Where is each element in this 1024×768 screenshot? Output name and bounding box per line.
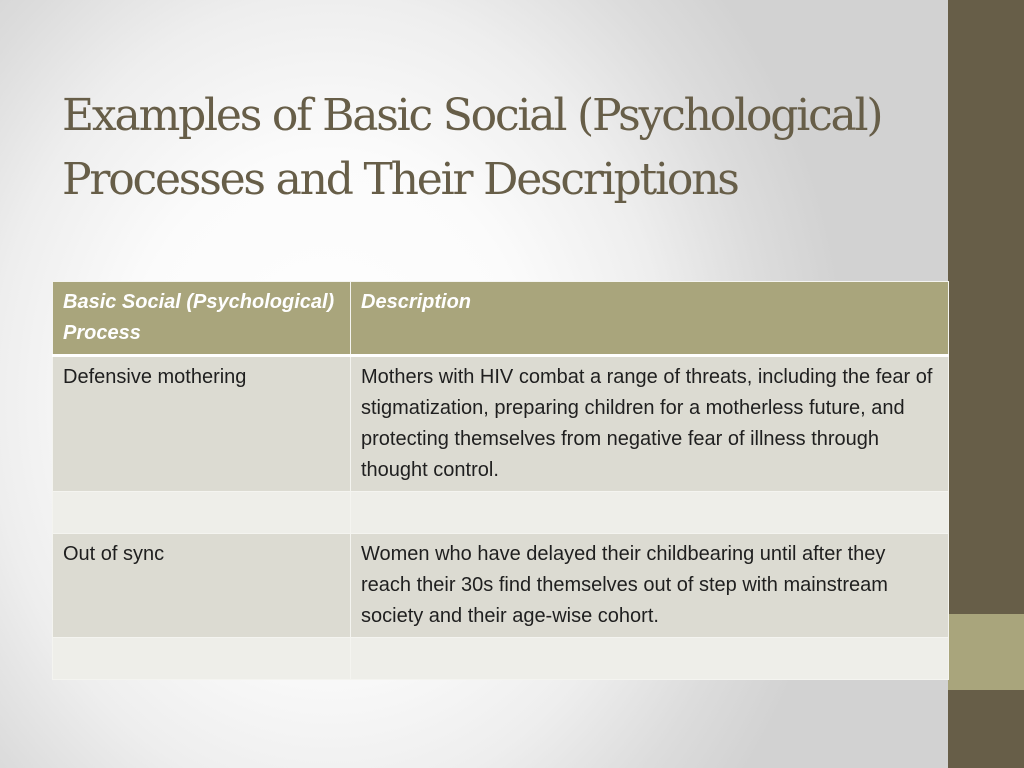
cell-process [53,638,351,680]
table-row [53,356,949,492]
header-process: Basic Social (Psychological) Process [53,282,351,356]
cell-process: Defensive mothering [53,356,351,492]
cell-process: Out of sync [53,534,351,638]
header-description: Description [351,282,949,356]
table-header-row [53,282,949,356]
table-row [53,638,949,680]
cell-process [53,492,351,534]
cell-description [351,492,949,534]
table-row [53,492,949,534]
cell-description [351,638,949,680]
slide-title [62,84,922,212]
slide-title-line-1: Examples of Basic Social (Psychological) [62,90,882,141]
cell-description: Women who have delayed their childbearing until after they reach their 30s find themselves out of step with mainstream society and their age-wise cohort. [351,534,949,638]
process-table [52,281,949,680]
table-row [53,534,949,638]
cell-description: Mothers with HIV combat a range of threats, including the fear of stigmatization, preparing children for a motherless future, and protecting themselves from negative fear of illness through thought control. [351,356,949,492]
slide-title-line-2: Processes and Their Descriptions [62,154,738,205]
decorative-side-bar-accent [948,614,1024,690]
